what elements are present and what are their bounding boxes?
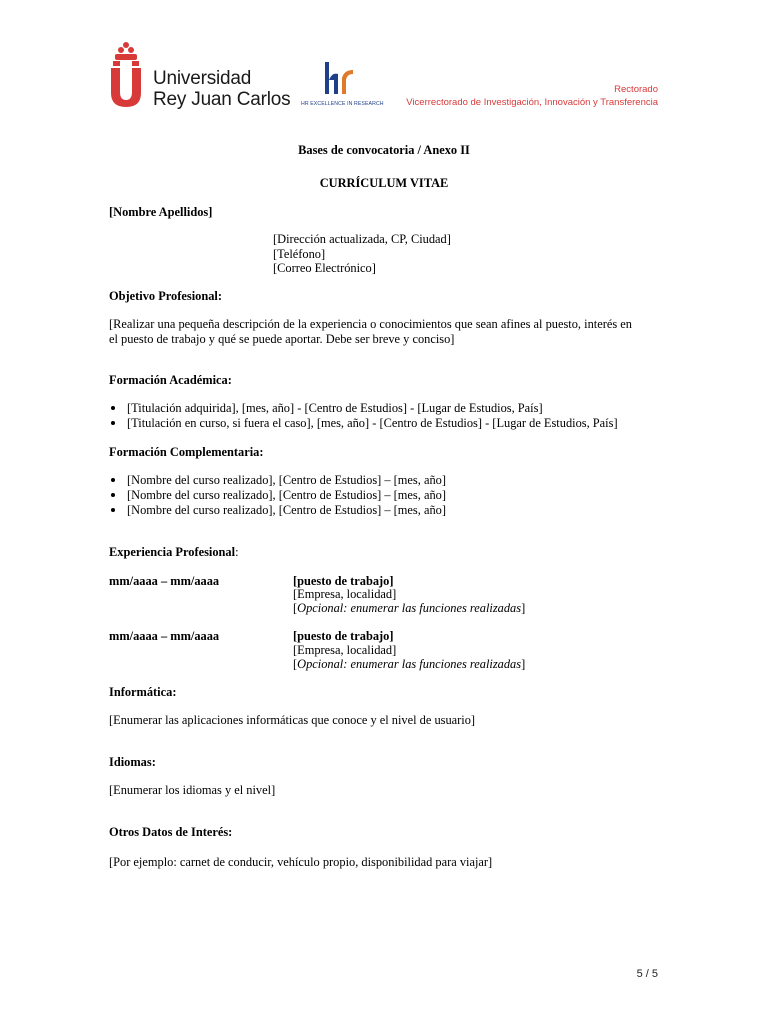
otros-heading: Otros Datos de Interés:	[109, 825, 233, 839]
experience-company: [Empresa, localidad]	[293, 643, 397, 657]
informatica-text: [Enumerar las aplicaciones informáticas que conoce y el nivel de usuario]	[109, 713, 476, 727]
experience-optional	[293, 657, 525, 672]
objetivo-heading: Objetivo Profesional:	[109, 289, 222, 303]
experience-company: [Empresa, localidad]	[293, 587, 397, 601]
experiencia-heading-colon: :	[235, 545, 239, 559]
bracket-open: [	[293, 601, 298, 615]
candidate-name: [Nombre Apellidos]	[109, 205, 213, 219]
bracket-open: [	[293, 657, 298, 671]
contact-email: [Correo Electrónico]	[273, 261, 376, 275]
bullet-icon	[111, 406, 115, 410]
optional-text: Opcional: enumerar las funciones realizadas	[297, 657, 522, 671]
contact-phone: [Teléfono]	[273, 247, 326, 261]
contact-address: [Dirección actualizada, CP, Ciudad]	[273, 232, 451, 246]
informatica-heading: Informática:	[109, 685, 177, 699]
bullet-icon	[111, 421, 115, 425]
experiencia-heading	[109, 545, 239, 560]
bullet-icon	[111, 478, 115, 482]
idiomas-text: [Enumerar los idiomas y el nivel]	[109, 783, 276, 797]
list-item: [Titulación adquirida], [mes, año] - [Centro de Estudios] - [Lugar de Estudios, País]	[127, 401, 543, 415]
doc-subtitle: Bases de convocatoria / Anexo II	[298, 143, 470, 157]
bracket-close: ]	[521, 601, 526, 615]
doc-title: CURRÍCULUM VITAE	[319, 176, 449, 190]
urjc-logo-icon	[108, 40, 144, 108]
complementaria-heading: Formación Complementaria:	[109, 445, 264, 459]
list-item: [Titulación en curso, si fuera el caso], [mes, año] - [Centro de Estudios] - [Lugar de Estudios, País]	[127, 416, 618, 430]
experiencia-heading-text: Experiencia Profesional	[109, 545, 236, 559]
rectorado-label: Rectorado	[614, 84, 658, 95]
experience-position: [puesto de trabajo]	[293, 629, 394, 643]
bullet-icon	[111, 508, 115, 512]
hr-excellence-subtitle: HR EXCELLENCE IN RESEARCH	[301, 101, 384, 107]
list-item: [Nombre del curso realizado], [Centro de Estudios] – [mes, año]	[127, 503, 446, 517]
bracket-close: ]	[521, 657, 526, 671]
vicerrectorado-label: Vicerrectorado de Investigación, Innovación y Transferencia	[406, 97, 658, 108]
formacion-heading: Formación Académica:	[109, 373, 232, 387]
experience-dates: mm/aaaa – mm/aaaa	[109, 629, 220, 643]
experience-dates: mm/aaaa – mm/aaaa	[109, 574, 220, 588]
list-item: [Nombre del curso realizado], [Centro de Estudios] – [mes, año]	[127, 488, 446, 502]
experience-optional	[293, 601, 525, 616]
hr-excellence-logo-icon	[320, 58, 356, 98]
optional-text: Opcional: enumerar las funciones realizadas	[297, 601, 522, 615]
university-name-line1: Universidad	[153, 68, 252, 89]
experience-position: [puesto de trabajo]	[293, 574, 394, 588]
idiomas-heading: Idiomas:	[109, 755, 156, 769]
objetivo-line-1: [Realizar una pequeña descripción de la experiencia o conocimientos que sean afines al puesto, interés en	[109, 317, 632, 331]
university-name-line2: Rey Juan Carlos	[153, 89, 291, 110]
otros-text: [Por ejemplo: carnet de conducir, vehículo propio, disponibilidad para viajar]	[109, 855, 493, 869]
bullet-icon	[111, 493, 115, 497]
page-number: 5 / 5	[636, 968, 658, 980]
list-item: [Nombre del curso realizado], [Centro de Estudios] – [mes, año]	[127, 473, 446, 487]
objetivo-line-2: el puesto de trabajo y qué se puede aportar. Debe ser breve y conciso]	[109, 332, 455, 346]
